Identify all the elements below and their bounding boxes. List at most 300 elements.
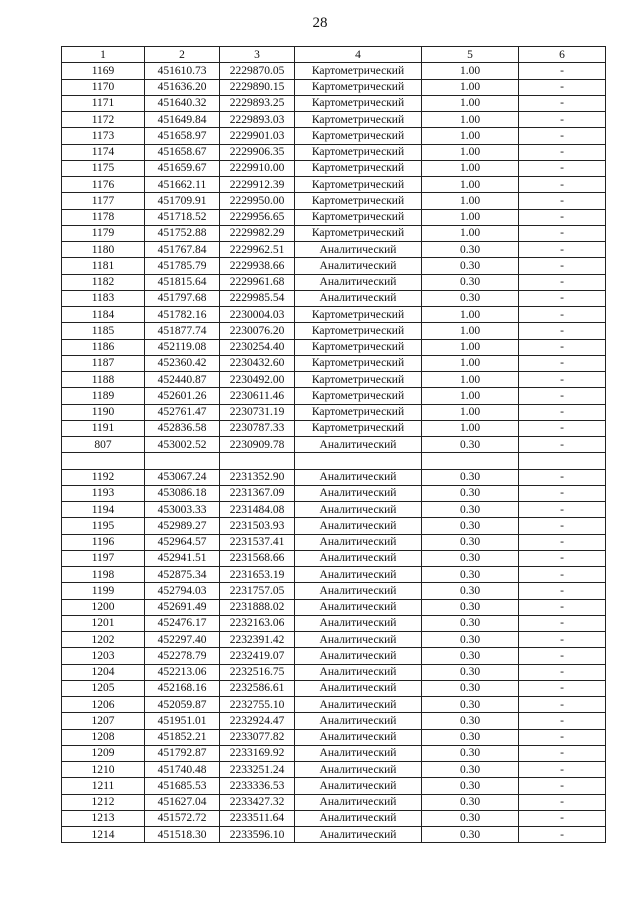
table-row: [62, 648, 606, 664]
cell-point-number: 1184: [62, 307, 145, 323]
cell-description: -: [519, 388, 606, 404]
cell-point-number: 1181: [62, 258, 145, 274]
table-row: [62, 274, 606, 290]
cell-y-coordinate: 2229890.15: [220, 79, 295, 95]
cell-accuracy: 0.30: [422, 437, 519, 453]
cell-y-coordinate: 2230254.40: [220, 339, 295, 355]
cell-y-coordinate: 2230787.33: [220, 420, 295, 436]
cell-description: -: [519, 307, 606, 323]
cell-method: Картометрический: [295, 420, 422, 436]
cell-method: Картометрический: [295, 144, 422, 160]
cell-accuracy: 1.00: [422, 388, 519, 404]
cell-y-coordinate: 2230004.03: [220, 307, 295, 323]
cell-accuracy: 0.30: [422, 729, 519, 745]
cell-accuracy: 0.30: [422, 794, 519, 810]
table-row: [62, 339, 606, 355]
cell-x-coordinate: 451658.67: [145, 144, 220, 160]
table-row: [62, 729, 606, 745]
cell-x-coordinate: 451610.73: [145, 63, 220, 79]
table-row: [62, 437, 606, 453]
cell-description: -: [519, 778, 606, 794]
cell-accuracy: 1.00: [422, 225, 519, 241]
cell-x-coordinate: 451792.87: [145, 745, 220, 761]
table-row: [62, 453, 606, 469]
cell-point-number: 1176: [62, 177, 145, 193]
cell-description: -: [519, 550, 606, 566]
cell-x-coordinate: 451718.52: [145, 209, 220, 225]
cell-y-coordinate: 2233427.32: [220, 794, 295, 810]
cell-method: Картометрический: [295, 372, 422, 388]
table-row: [62, 794, 606, 810]
cell-method: Аналитический: [295, 664, 422, 680]
cell-point-number: 1178: [62, 209, 145, 225]
cell-x-coordinate: 453002.52: [145, 437, 220, 453]
cell-y-coordinate: 2232516.75: [220, 664, 295, 680]
table-row: [62, 550, 606, 566]
cell-accuracy: 1.00: [422, 144, 519, 160]
cell-y-coordinate: 2232586.61: [220, 680, 295, 696]
table-row: [62, 599, 606, 615]
cell-x-coordinate: 452119.08: [145, 339, 220, 355]
cell-accuracy: 0.30: [422, 485, 519, 501]
cell-description: -: [519, 664, 606, 680]
cell-y-coordinate: 2232755.10: [220, 697, 295, 713]
table-row: [62, 242, 606, 258]
cell-x-coordinate: 452601.26: [145, 388, 220, 404]
cell-description: -: [519, 177, 606, 193]
cell-point-number: 1179: [62, 225, 145, 241]
cell-method: Аналитический: [295, 469, 422, 485]
cell-x-coordinate: 451649.84: [145, 112, 220, 128]
cell-y-coordinate: 2233169.92: [220, 745, 295, 761]
cell-accuracy: 0.30: [422, 745, 519, 761]
cell-description: -: [519, 534, 606, 550]
cell-y-coordinate: 2229906.35: [220, 144, 295, 160]
cell-description: -: [519, 648, 606, 664]
cell-point-number: 1193: [62, 485, 145, 501]
cell-x-coordinate: 452360.42: [145, 355, 220, 371]
cell-method: Аналитический: [295, 290, 422, 306]
cell-x-coordinate: 452476.17: [145, 615, 220, 631]
cell-method: Аналитический: [295, 274, 422, 290]
cell-method: Картометрический: [295, 307, 422, 323]
header-row: [62, 47, 606, 63]
cell-description: -: [519, 827, 606, 843]
cell-x-coordinate: 453067.24: [145, 469, 220, 485]
cell-y-coordinate: 2231352.90: [220, 469, 295, 485]
cell-x-coordinate: 451740.48: [145, 762, 220, 778]
cell-method: Картометрический: [295, 225, 422, 241]
cell-y-coordinate: 2229893.03: [220, 112, 295, 128]
cell-description: -: [519, 437, 606, 453]
table-body: [62, 63, 606, 843]
cell-point-number: 1204: [62, 664, 145, 680]
cell-accuracy: 1.00: [422, 372, 519, 388]
table-row: [62, 502, 606, 518]
cell-y-coordinate: 2229961.68: [220, 274, 295, 290]
cell-method: Аналитический: [295, 827, 422, 843]
header-cell-1: 1: [62, 47, 145, 63]
table-row: [62, 762, 606, 778]
table-row: [62, 307, 606, 323]
header-cell-6: 6: [519, 47, 606, 63]
table-row: [62, 713, 606, 729]
cell-point-number: 1205: [62, 680, 145, 696]
cell-accuracy: 1.00: [422, 307, 519, 323]
cell-method: Аналитический: [295, 745, 422, 761]
cell-x-coordinate: 452989.27: [145, 518, 220, 534]
cell-y-coordinate: 2229985.54: [220, 290, 295, 306]
cell-method: Картометрический: [295, 209, 422, 225]
cell-accuracy: 0.30: [422, 290, 519, 306]
cell-accuracy: 1.00: [422, 177, 519, 193]
cell-description: -: [519, 632, 606, 648]
cell-x-coordinate: 451785.79: [145, 258, 220, 274]
cell-y-coordinate: 2232924.47: [220, 713, 295, 729]
cell-point-number: 1210: [62, 762, 145, 778]
cell-accuracy: 1.00: [422, 193, 519, 209]
cell-y-coordinate: 2231537.41: [220, 534, 295, 550]
cell-point-number: 1200: [62, 599, 145, 615]
cell-point-number: 1170: [62, 79, 145, 95]
cell-x-coordinate: 451518.30: [145, 827, 220, 843]
cell-accuracy: 1.00: [422, 339, 519, 355]
table-row: [62, 193, 606, 209]
cell-x-coordinate: 452794.03: [145, 583, 220, 599]
cell-point-number: 1212: [62, 794, 145, 810]
cell-method: Картометрический: [295, 177, 422, 193]
cell-accuracy: 0.30: [422, 550, 519, 566]
cell-accuracy: [422, 453, 519, 469]
cell-point-number: 1203: [62, 648, 145, 664]
cell-y-coordinate: 2229938.66: [220, 258, 295, 274]
header-cell-2: 2: [145, 47, 220, 63]
table-row: [62, 63, 606, 79]
cell-x-coordinate: 451877.74: [145, 323, 220, 339]
cell-y-coordinate: 2231888.02: [220, 599, 295, 615]
cell-description: -: [519, 404, 606, 420]
cell-y-coordinate: 2229901.03: [220, 128, 295, 144]
cell-point-number: 1191: [62, 420, 145, 436]
cell-method: Аналитический: [295, 258, 422, 274]
cell-method: Картометрический: [295, 193, 422, 209]
cell-x-coordinate: 452059.87: [145, 697, 220, 713]
cell-point-number: 1173: [62, 128, 145, 144]
cell-y-coordinate: 2233511.64: [220, 810, 295, 826]
cell-description: -: [519, 79, 606, 95]
cell-method: Картометрический: [295, 339, 422, 355]
cell-point-number: 1213: [62, 810, 145, 826]
cell-x-coordinate: 451709.91: [145, 193, 220, 209]
cell-method: Аналитический: [295, 615, 422, 631]
cell-x-coordinate: 451640.32: [145, 95, 220, 111]
cell-method: Аналитический: [295, 648, 422, 664]
cell-x-coordinate: 451659.67: [145, 160, 220, 176]
cell-point-number: 1194: [62, 502, 145, 518]
cell-accuracy: 0.30: [422, 810, 519, 826]
cell-accuracy: 0.30: [422, 697, 519, 713]
cell-point-number: 1201: [62, 615, 145, 631]
table-row: [62, 160, 606, 176]
cell-x-coordinate: 452213.06: [145, 664, 220, 680]
cell-y-coordinate: 2231653.19: [220, 567, 295, 583]
cell-accuracy: 0.30: [422, 778, 519, 794]
cell-point-number: 1182: [62, 274, 145, 290]
cell-y-coordinate: 2229956.65: [220, 209, 295, 225]
cell-description: -: [519, 485, 606, 501]
cell-accuracy: 0.30: [422, 583, 519, 599]
cell-description: -: [519, 518, 606, 534]
table-row: [62, 144, 606, 160]
cell-method: Аналитический: [295, 502, 422, 518]
cell-accuracy: 1.00: [422, 160, 519, 176]
cell-method: Аналитический: [295, 810, 422, 826]
table-row: [62, 372, 606, 388]
cell-y-coordinate: 2233336.53: [220, 778, 295, 794]
table-row: [62, 388, 606, 404]
cell-accuracy: 1.00: [422, 323, 519, 339]
cell-accuracy: 0.30: [422, 534, 519, 550]
cell-method: Картометрический: [295, 128, 422, 144]
cell-x-coordinate: 451752.88: [145, 225, 220, 241]
cell-description: -: [519, 729, 606, 745]
cell-x-coordinate: 452691.49: [145, 599, 220, 615]
cell-accuracy: 1.00: [422, 404, 519, 420]
cell-y-coordinate: 2233251.24: [220, 762, 295, 778]
table-row: [62, 290, 606, 306]
cell-method: Картометрический: [295, 95, 422, 111]
cell-description: -: [519, 258, 606, 274]
cell-method: Аналитический: [295, 680, 422, 696]
cell-x-coordinate: 451662.11: [145, 177, 220, 193]
table-row: [62, 79, 606, 95]
cell-y-coordinate: 2231568.66: [220, 550, 295, 566]
cell-x-coordinate: 451951.01: [145, 713, 220, 729]
cell-description: -: [519, 697, 606, 713]
table-row: [62, 355, 606, 371]
cell-description: -: [519, 567, 606, 583]
table-row: [62, 810, 606, 826]
cell-y-coordinate: 2230432.60: [220, 355, 295, 371]
cell-point-number: 1174: [62, 144, 145, 160]
table-row: [62, 827, 606, 843]
cell-point-number: 1211: [62, 778, 145, 794]
cell-point-number: 1180: [62, 242, 145, 258]
cell-description: -: [519, 63, 606, 79]
cell-x-coordinate: 451685.53: [145, 778, 220, 794]
cell-y-coordinate: 2229982.29: [220, 225, 295, 241]
cell-description: -: [519, 144, 606, 160]
cell-accuracy: 0.30: [422, 648, 519, 664]
cell-accuracy: 0.30: [422, 274, 519, 290]
cell-description: -: [519, 242, 606, 258]
cell-y-coordinate: 2233077.82: [220, 729, 295, 745]
cell-accuracy: 1.00: [422, 79, 519, 95]
table-row: [62, 583, 606, 599]
cell-y-coordinate: 2229870.05: [220, 63, 295, 79]
coordinates-table: [61, 46, 606, 843]
cell-method: Аналитический: [295, 437, 422, 453]
cell-method: Аналитический: [295, 729, 422, 745]
cell-y-coordinate: 2229912.39: [220, 177, 295, 193]
cell-point-number: 1177: [62, 193, 145, 209]
cell-y-coordinate: 2232419.07: [220, 648, 295, 664]
cell-point-number: 1183: [62, 290, 145, 306]
table-row: [62, 323, 606, 339]
table-row: [62, 177, 606, 193]
cell-method: Картометрический: [295, 355, 422, 371]
table-row: [62, 128, 606, 144]
cell-x-coordinate: 452964.57: [145, 534, 220, 550]
table-row: [62, 404, 606, 420]
cell-description: -: [519, 713, 606, 729]
cell-y-coordinate: 2231503.93: [220, 518, 295, 534]
table-row: [62, 778, 606, 794]
table-row: [62, 632, 606, 648]
cell-method: Картометрический: [295, 160, 422, 176]
cell-method: Аналитический: [295, 697, 422, 713]
cell-y-coordinate: 2229893.25: [220, 95, 295, 111]
table-row: [62, 469, 606, 485]
cell-accuracy: 0.30: [422, 502, 519, 518]
cell-description: -: [519, 810, 606, 826]
cell-accuracy: 0.30: [422, 518, 519, 534]
cell-method: Аналитический: [295, 550, 422, 566]
cell-x-coordinate: 451658.97: [145, 128, 220, 144]
cell-y-coordinate: 2230909.78: [220, 437, 295, 453]
cell-point-number: 1169: [62, 63, 145, 79]
cell-x-coordinate: 451782.16: [145, 307, 220, 323]
cell-method: Аналитический: [295, 242, 422, 258]
cell-x-coordinate: 452941.51: [145, 550, 220, 566]
cell-description: -: [519, 209, 606, 225]
cell-point-number: 1202: [62, 632, 145, 648]
cell-y-coordinate: [220, 453, 295, 469]
cell-description: -: [519, 469, 606, 485]
table-row: [62, 485, 606, 501]
cell-method: Картометрический: [295, 79, 422, 95]
cell-point-number: 1199: [62, 583, 145, 599]
table-row: [62, 697, 606, 713]
cell-y-coordinate: 2230076.20: [220, 323, 295, 339]
header-cell-3: 3: [220, 47, 295, 63]
cell-description: -: [519, 502, 606, 518]
cell-description: -: [519, 583, 606, 599]
table-row: [62, 615, 606, 631]
cell-description: -: [519, 599, 606, 615]
cell-point-number: 1208: [62, 729, 145, 745]
cell-point-number: 1206: [62, 697, 145, 713]
cell-accuracy: 0.30: [422, 599, 519, 615]
cell-x-coordinate: 451572.72: [145, 810, 220, 826]
table-row: [62, 534, 606, 550]
cell-point-number: 1196: [62, 534, 145, 550]
cell-description: -: [519, 112, 606, 128]
cell-method: Аналитический: [295, 518, 422, 534]
cell-description: -: [519, 339, 606, 355]
cell-y-coordinate: 2230492.00: [220, 372, 295, 388]
cell-x-coordinate: 451815.64: [145, 274, 220, 290]
cell-method: Картометрический: [295, 323, 422, 339]
cell-accuracy: 1.00: [422, 112, 519, 128]
cell-point-number: 1185: [62, 323, 145, 339]
cell-description: -: [519, 225, 606, 241]
page-number: 28: [312, 15, 328, 31]
cell-description: -: [519, 274, 606, 290]
cell-accuracy: 1.00: [422, 128, 519, 144]
cell-x-coordinate: 451636.20: [145, 79, 220, 95]
cell-point-number: 1189: [62, 388, 145, 404]
cell-point-number: 1190: [62, 404, 145, 420]
cell-method: Аналитический: [295, 794, 422, 810]
cell-accuracy: 1.00: [422, 63, 519, 79]
cell-point-number: 1172: [62, 112, 145, 128]
table-row: [62, 95, 606, 111]
cell-accuracy: 1.00: [422, 209, 519, 225]
cell-point-number: 1186: [62, 339, 145, 355]
cell-accuracy: 0.30: [422, 680, 519, 696]
cell-method: Аналитический: [295, 713, 422, 729]
cell-method: Картометрический: [295, 388, 422, 404]
cell-y-coordinate: 2233596.10: [220, 827, 295, 843]
cell-accuracy: 0.30: [422, 762, 519, 778]
header-cell-5: 5: [422, 47, 519, 63]
table-row: [62, 420, 606, 436]
cell-x-coordinate: 452168.16: [145, 680, 220, 696]
cell-point-number: 1192: [62, 469, 145, 485]
cell-point-number: 1209: [62, 745, 145, 761]
cell-description: -: [519, 680, 606, 696]
cell-method: Аналитический: [295, 599, 422, 615]
cell-x-coordinate: 451627.04: [145, 794, 220, 810]
cell-x-coordinate: 452836.58: [145, 420, 220, 436]
table-row: [62, 112, 606, 128]
cell-point-number: 1188: [62, 372, 145, 388]
cell-accuracy: 0.30: [422, 632, 519, 648]
cell-y-coordinate: 2229910.00: [220, 160, 295, 176]
cell-point-number: 1175: [62, 160, 145, 176]
cell-method: Аналитический: [295, 762, 422, 778]
cell-accuracy: 0.30: [422, 664, 519, 680]
cell-description: [519, 453, 606, 469]
cell-description: -: [519, 128, 606, 144]
cell-method: Картометрический: [295, 112, 422, 128]
cell-x-coordinate: 453086.18: [145, 485, 220, 501]
cell-x-coordinate: 452875.34: [145, 567, 220, 583]
cell-y-coordinate: 2231484.08: [220, 502, 295, 518]
cell-x-coordinate: 453003.33: [145, 502, 220, 518]
cell-x-coordinate: 452761.47: [145, 404, 220, 420]
table-row: [62, 225, 606, 241]
cell-description: -: [519, 745, 606, 761]
cell-method: [295, 453, 422, 469]
cell-method: Аналитический: [295, 632, 422, 648]
cell-y-coordinate: 2230611.46: [220, 388, 295, 404]
cell-point-number: 1195: [62, 518, 145, 534]
cell-y-coordinate: 2231367.09: [220, 485, 295, 501]
cell-x-coordinate: 452297.40: [145, 632, 220, 648]
table-header: [62, 47, 606, 63]
table-row: [62, 518, 606, 534]
table-row: [62, 258, 606, 274]
cell-point-number: 1187: [62, 355, 145, 371]
cell-accuracy: 0.30: [422, 827, 519, 843]
cell-description: -: [519, 615, 606, 631]
cell-method: Аналитический: [295, 567, 422, 583]
cell-point-number: [62, 453, 145, 469]
cell-point-number: 1197: [62, 550, 145, 566]
cell-point-number: 1207: [62, 713, 145, 729]
